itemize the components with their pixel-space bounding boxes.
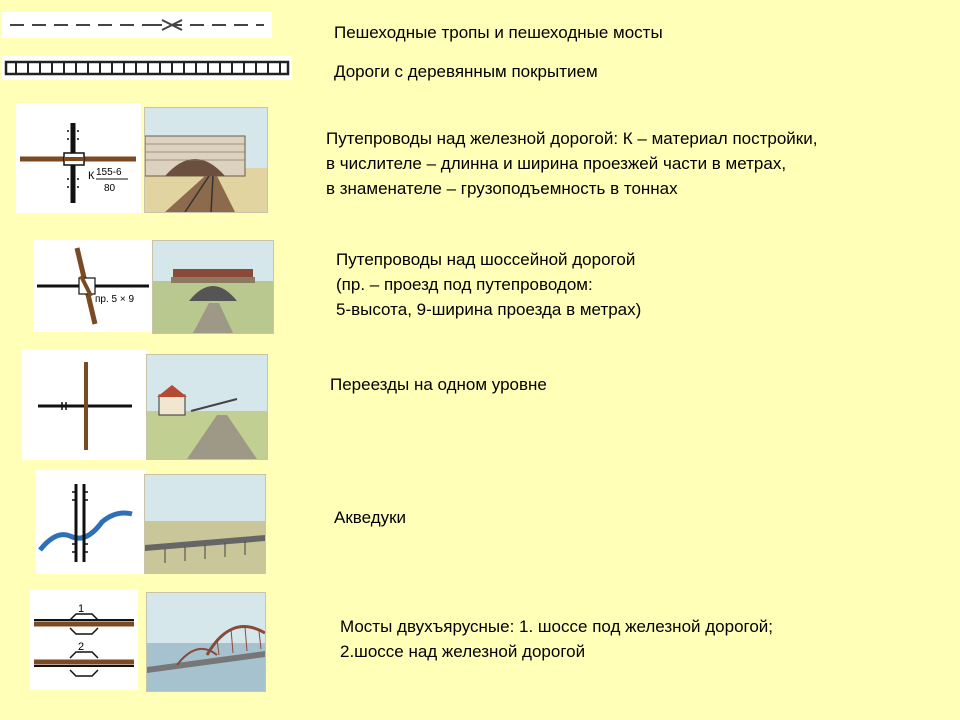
level-crossing-illustration	[146, 354, 268, 460]
wooden-road-caption: Дороги с деревянным покрытием	[334, 62, 598, 81]
wooden-road-symbol	[2, 56, 292, 80]
overpass-numerator-label: 155-6	[96, 167, 122, 178]
overpass-highway-illustration	[152, 240, 274, 334]
footpath-symbol	[2, 12, 272, 38]
level-crossing-caption: Переезды на одном уровне	[330, 375, 547, 394]
double-deck-label-1: 1	[78, 603, 85, 615]
overpass-railway-illustration	[144, 107, 268, 213]
aqueduct-symbol	[36, 470, 146, 574]
overpass-highway-caption: Путепроводы над шоссейной дорогой (пр. – проезд под путепроводом: 5-высота, 9-ширина проезда в метрах)	[336, 250, 642, 319]
double-deck-label-2: 2	[78, 641, 85, 653]
aqueduct-caption: Акведуки	[334, 508, 407, 527]
level-crossing-symbol	[22, 350, 147, 460]
overpass-denominator-label: 80	[104, 183, 116, 194]
aqueduct-illustration	[144, 474, 266, 574]
overpass-railway-symbol	[16, 103, 141, 213]
footpath-caption: Пешеходные тропы и пешеходные мосты	[334, 23, 663, 42]
double-deck-bridge-illustration	[146, 592, 266, 692]
double-deck-bridge-caption: Мосты двухъярусные: 1. шоссе под железной дорогой; 2.шоссе над железной дорогой	[340, 617, 774, 661]
overpass-material-label: К	[88, 170, 95, 182]
overpass-highway-label: пр. 5 × 9	[95, 294, 135, 305]
overpass-railway-caption: Путепроводы над железной дорогой: К – материал постройки, в числителе – длинна и ширина проезжей части в метрах, в знаменателе – грузоподъемность в тоннах	[326, 129, 818, 198]
double-deck-bridge-symbol	[30, 590, 138, 690]
overpass-highway-symbol	[33, 240, 153, 332]
